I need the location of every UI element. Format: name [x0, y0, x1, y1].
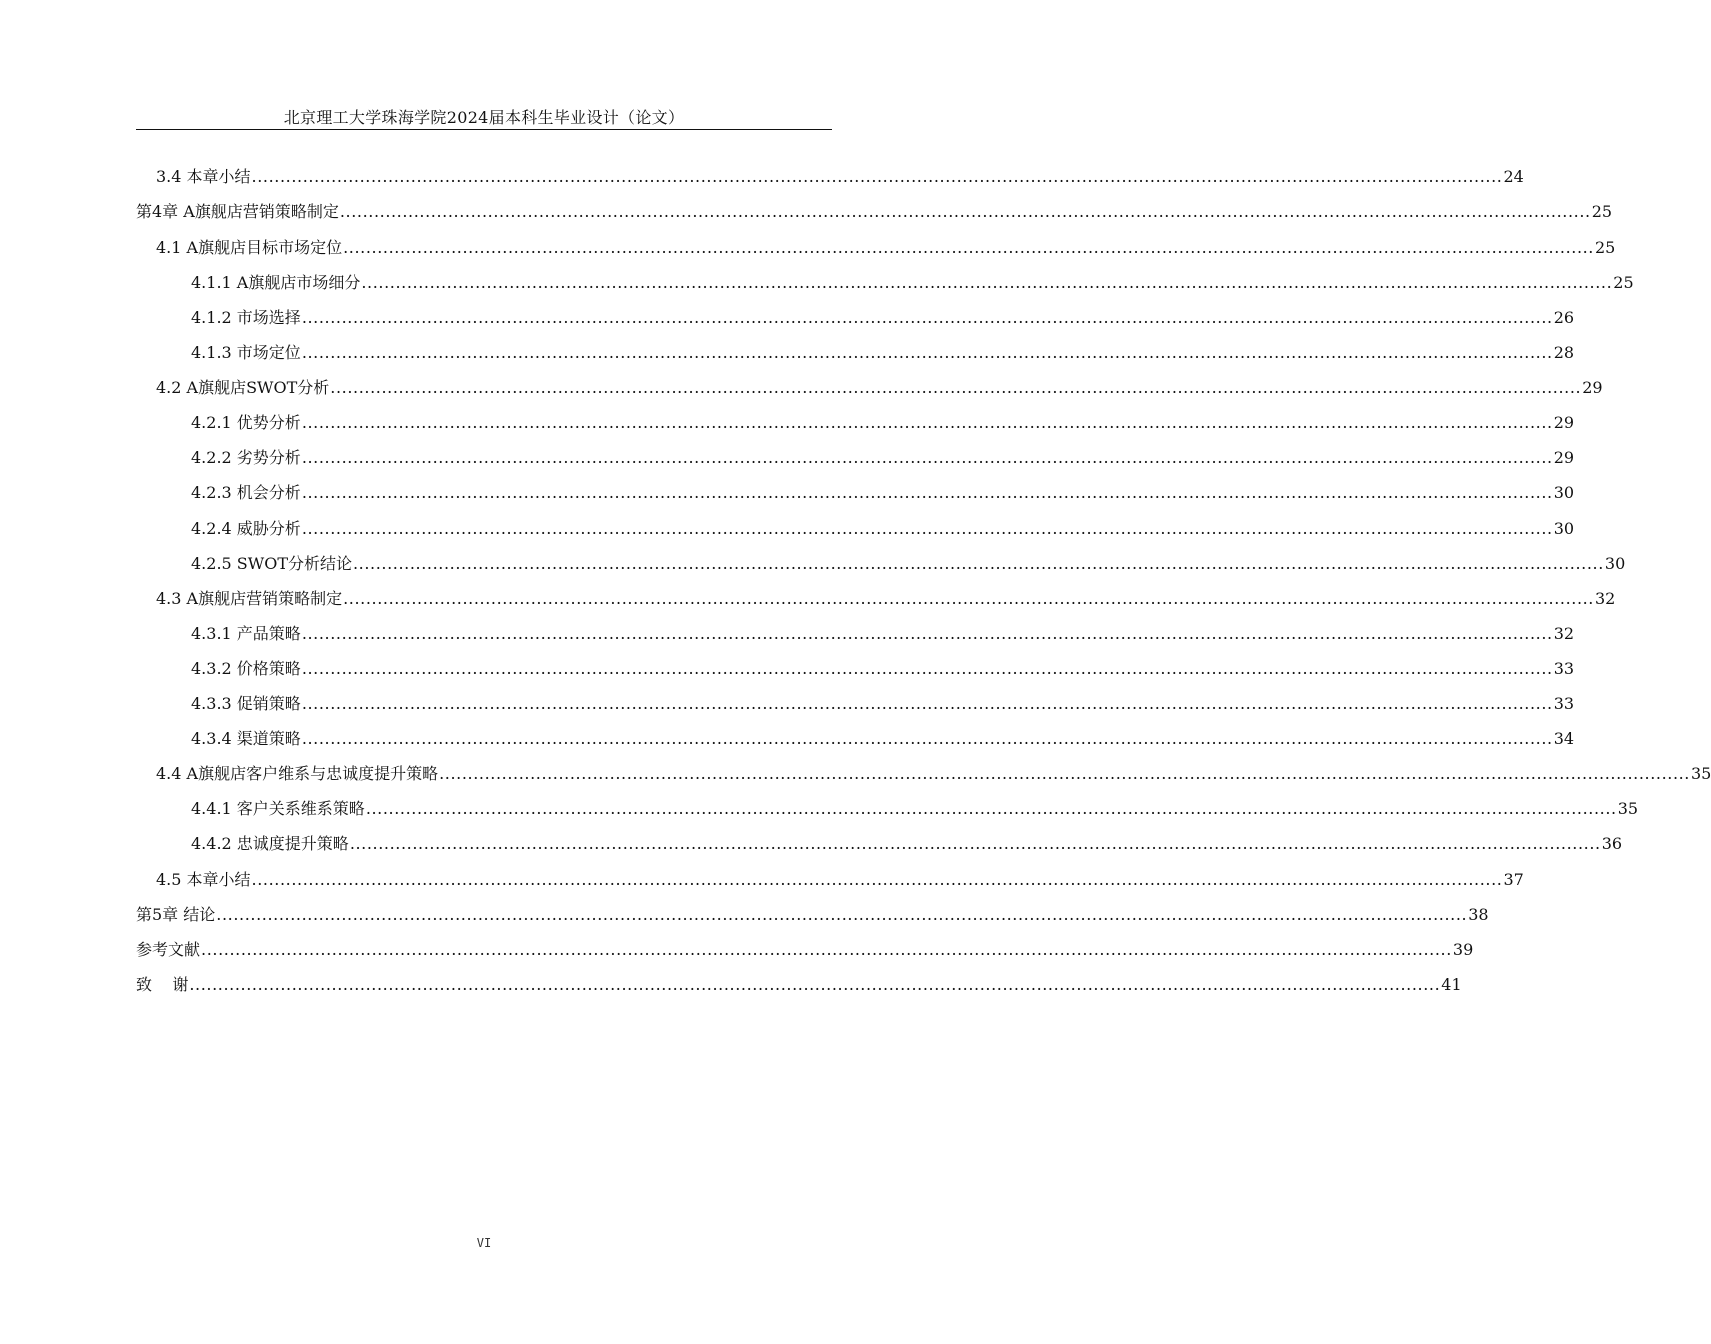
toc-entry-title: 4.2.4 威胁分析	[191, 519, 301, 538]
toc-entry-page: 25	[1613, 273, 1634, 292]
toc-entry[interactable]	[191, 692, 1575, 716]
toc-entry-page: 30	[1553, 483, 1575, 502]
toc-entry[interactable]	[156, 376, 1603, 400]
toc-dot-leader: ............................................................................................................................................................................................................................	[343, 589, 1594, 608]
toc-dot-leader: ............................................................................................................................................................................................................................	[365, 799, 1617, 818]
toc-entry-page: 26	[1553, 308, 1575, 327]
toc-entry-title: 致 谢	[136, 975, 189, 994]
toc-dot-leader: ............................................................................................................................................................................................................................	[339, 202, 1591, 221]
toc-entry[interactable]	[136, 973, 1462, 997]
toc-entry[interactable]	[191, 411, 1575, 435]
toc-entry-page: 29	[1553, 413, 1575, 432]
toc-entry[interactable]	[191, 727, 1575, 751]
toc-dot-leader: ............................................................................................................................................................................................................................	[301, 483, 1553, 502]
toc-entry-title: 4.3.2 价格策略	[191, 659, 301, 678]
toc-dot-leader: ............................................................................................................................................................................................................................	[216, 905, 1468, 924]
toc-dot-leader: ............................................................................................................................................................................................................................	[301, 694, 1553, 713]
toc-entry[interactable]	[156, 868, 1524, 892]
toc-entry-page: 25	[1591, 202, 1613, 221]
toc-entry-page: 41	[1441, 975, 1462, 994]
page-header: 北京理工大学珠海学院2024届本科生毕业设计（论文）	[283, 108, 685, 127]
toc-entry-title: 4.4.2 忠诚度提升策略	[191, 834, 349, 853]
toc-dot-leader: ............................................................................................................................................................................................................................	[301, 624, 1553, 643]
toc-entry-title: 4.3 A旗舰店营销策略制定	[156, 589, 343, 608]
toc-entry[interactable]	[191, 622, 1575, 646]
toc-dot-leader: ............................................................................................................................................................................................................................	[439, 764, 1690, 783]
toc-dot-leader: ............................................................................................................................................................................................................................	[301, 343, 1553, 362]
toc-entry-title: 4.3.1 产品策略	[191, 624, 301, 643]
toc-entry-page: 37	[1503, 870, 1524, 889]
toc-entry-title: 4.4.1 客户关系维系策略	[191, 799, 365, 818]
toc-entry-title: 3.4 本章小结	[156, 167, 251, 186]
toc-entry[interactable]	[136, 200, 1613, 224]
toc-entry[interactable]	[191, 657, 1575, 681]
toc-dot-leader: ............................................................................................................................................................................................................................	[189, 975, 1441, 994]
toc-dot-leader: ............................................................................................................................................................................................................................	[301, 413, 1553, 432]
toc-entry-title: 4.3.3 促销策略	[191, 694, 301, 713]
toc-dot-leader: ............................................................................................................................................................................................................................	[301, 448, 1553, 467]
toc-entry-title: 4.1.1 A旗舰店市场细分	[191, 273, 361, 292]
toc-entry-page: 34	[1553, 729, 1575, 748]
toc-entry-title: 4.1 A旗舰店目标市场定位	[156, 238, 343, 257]
toc-entry-page: 29	[1553, 448, 1575, 467]
toc-dot-leader: ............................................................................................................................................................................................................................	[361, 273, 1613, 292]
toc-entry-page: 39	[1452, 940, 1474, 959]
toc-entry-page: 25	[1595, 238, 1616, 257]
toc-entry[interactable]	[191, 517, 1575, 541]
toc-entry-title: 参考文献	[136, 940, 201, 959]
toc-entry-page: 36	[1601, 834, 1623, 853]
toc-entry-page: 33	[1553, 659, 1575, 678]
toc-dot-leader: ............................................................................................................................................................................................................................	[251, 870, 1503, 889]
toc-entry-title: 4.2.2 劣势分析	[191, 448, 301, 467]
toc-entry[interactable]	[156, 165, 1524, 189]
toc-dot-leader: ............................................................................................................................................................................................................................	[349, 834, 1601, 853]
toc-entry-page: 32	[1595, 589, 1616, 608]
toc-entry-title: 4.4 A旗舰店客户维系与忠诚度提升策略	[156, 764, 439, 783]
toc-entry-page: 28	[1553, 343, 1575, 362]
toc-entry[interactable]	[136, 938, 1474, 962]
page-number: VI	[476, 1236, 492, 1250]
toc-entry-title: 4.1.2 市场选择	[191, 308, 301, 327]
toc-entry-title: 4.2.1 优势分析	[191, 413, 301, 432]
toc-dot-leader: ............................................................................................................................................................................................................................	[301, 519, 1553, 538]
toc-entry-title: 4.2.5 SWOT分析结论	[191, 554, 352, 573]
toc-dot-leader: ............................................................................................................................................................................................................................	[201, 940, 1452, 959]
toc-entry[interactable]	[191, 271, 1634, 295]
toc-dot-leader: ............................................................................................................................................................................................................................	[343, 238, 1594, 257]
toc-entry-title: 第4章 A旗舰店营销策略制定	[136, 202, 339, 221]
toc-dot-leader: ............................................................................................................................................................................................................................	[301, 729, 1553, 748]
toc-entry[interactable]	[191, 552, 1626, 576]
toc-entry[interactable]	[156, 762, 1711, 786]
toc-dot-leader: ............................................................................................................................................................................................................................	[301, 308, 1553, 327]
toc-dot-leader: ............................................................................................................................................................................................................................	[301, 659, 1553, 678]
toc-entry-title: 4.2 A旗舰店SWOT分析	[156, 378, 330, 397]
toc-entry-page: 33	[1553, 694, 1575, 713]
toc-entry-title: 4.1.3 市场定位	[191, 343, 301, 362]
toc-entry[interactable]	[156, 587, 1616, 611]
toc-dot-leader: ............................................................................................................................................................................................................................	[330, 378, 1582, 397]
toc-entry[interactable]	[191, 832, 1623, 856]
toc-entry-title: 4.2.3 机会分析	[191, 483, 301, 502]
toc-entry-title: 第5章 结论	[136, 905, 216, 924]
toc-entry-page: 38	[1468, 905, 1489, 924]
toc-entry-title: 4.5 本章小结	[156, 870, 251, 889]
toc-entry[interactable]	[191, 481, 1575, 505]
toc-entry[interactable]	[191, 797, 1639, 821]
toc-entry-page: 24	[1503, 167, 1524, 186]
toc-entry[interactable]	[191, 341, 1575, 365]
toc-entry[interactable]	[136, 903, 1489, 927]
header-rule	[136, 129, 832, 130]
toc-entry-title: 4.3.4 渠道策略	[191, 729, 301, 748]
toc-dot-leader: ............................................................................................................................................................................................................................	[251, 167, 1503, 186]
toc-entry[interactable]	[156, 236, 1616, 260]
toc-entry-page: 30	[1553, 519, 1575, 538]
toc-entry[interactable]	[191, 446, 1575, 470]
toc-entry-page: 30	[1604, 554, 1626, 573]
toc-dot-leader: ............................................................................................................................................................................................................................	[353, 554, 1604, 573]
toc-entry-page: 35	[1617, 799, 1639, 818]
toc-entry-page: 29	[1582, 378, 1603, 397]
toc-entry-page: 35	[1691, 764, 1711, 783]
toc-entry[interactable]	[191, 306, 1575, 330]
toc-entry-page: 32	[1553, 624, 1575, 643]
